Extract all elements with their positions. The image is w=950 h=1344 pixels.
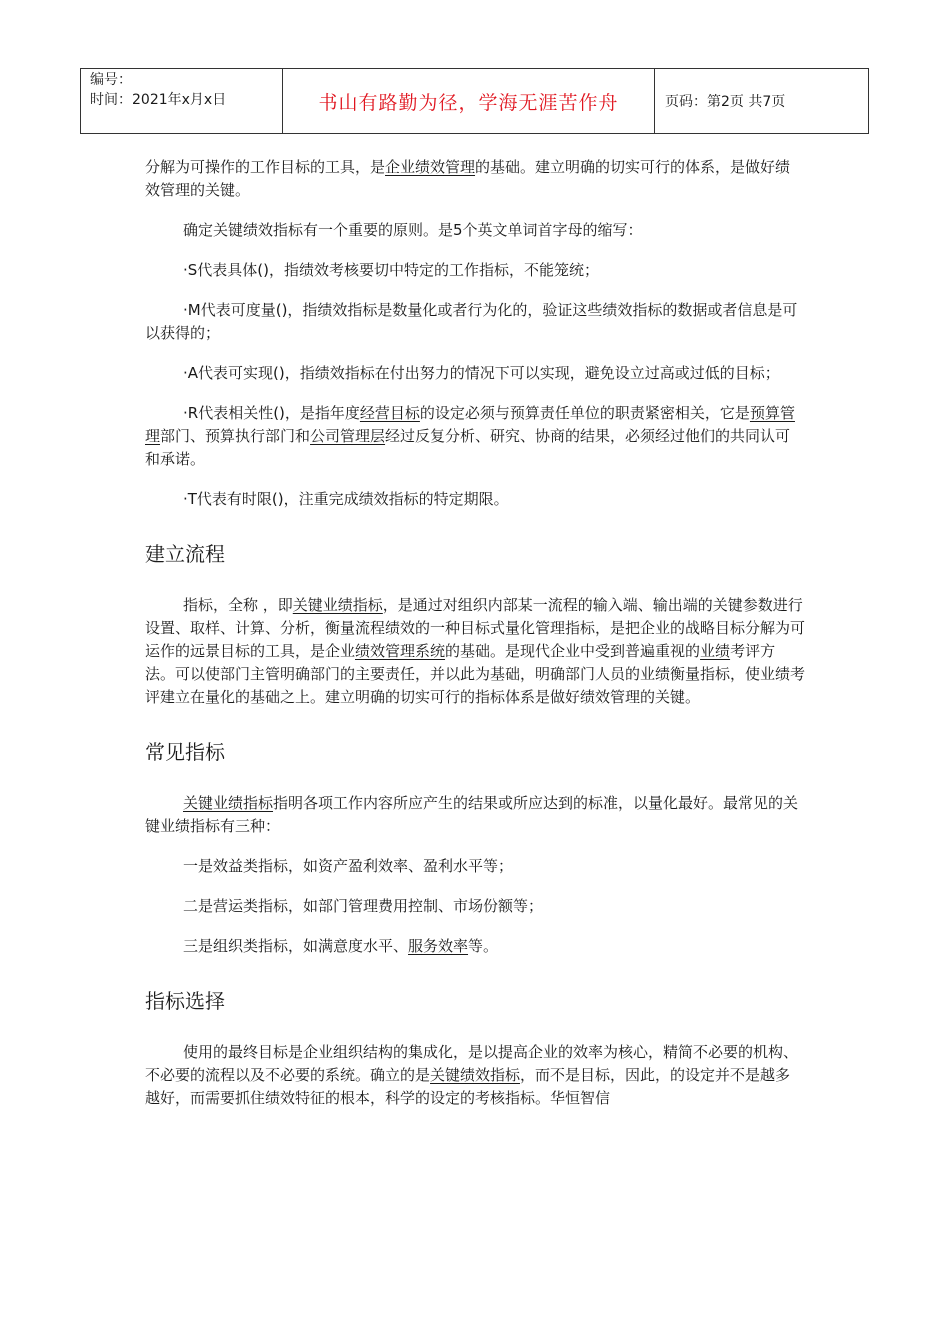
header-meta [81, 69, 283, 133]
text-run: 的设定必须与预算责任单位的职责紧密相关，它是 [419, 404, 750, 422]
paragraph: ·A代表可实现()，指绩效指标在付出努力的情况下可以实现，避免设立过高或过低的目标； [183, 364, 780, 382]
header-motto-cell [283, 69, 655, 133]
text-run: 的基础。是现代企业中受到普遍重视的 [445, 642, 701, 660]
page-number: 页码：第2页 共7页 [665, 94, 786, 110]
link-service-efficiency[interactable]: 服务效率 [408, 937, 469, 955]
text-run: 三是组织类指标，如满意度水平、 [183, 937, 409, 955]
text-run: 部门、预算执行部门和 [160, 427, 311, 445]
paragraph [145, 1041, 805, 1110]
section-heading-common: 常见指标 [145, 740, 225, 764]
text-run: 分解为可操作的工作目标的工具，是 [145, 158, 386, 176]
link-performance[interactable]: 业绩 [700, 642, 731, 660]
paragraph: ·M代表可度量()，指绩效指标是数量化或者行为化的，验证这些绩效指标的数据或者信息是可以获得的； [145, 301, 798, 342]
paragraph [145, 594, 805, 709]
link-enterprise-performance-management[interactable]: 企业绩效管理 [385, 158, 476, 176]
link-company-management[interactable]: 公司管理层 [310, 427, 386, 445]
document-body [145, 156, 805, 1127]
text-run: 指标，全称 ，即 [183, 596, 293, 614]
paragraph: 一是效益类指标，如资产盈利效率、盈利水平等； [183, 857, 514, 875]
text-run: 考评方法。可以使部门主管明确部门的主要责任，并以此为基础，明确部门人员的业绩衡量指标，使业绩考评建立在量化的基础之上。建立明确的切实可行的指标体系是做好绩效管理的关键。 [145, 642, 806, 706]
paragraph [145, 402, 805, 471]
link-performance-system[interactable]: 绩效管理系统 [355, 642, 446, 660]
header-motto: 书山有路勤为径，学海无涯苦作舟 [318, 91, 619, 114]
document-number: 编号： [90, 72, 132, 88]
paragraph: ·S代表具体()，指绩效考核要切中特定的工作指标，不能笼统； [183, 261, 599, 279]
text-run: 等。 [468, 937, 499, 955]
document-date: 时间：2021年x月x日 [90, 92, 227, 108]
link-kpi[interactable]: 关键绩效指标 [430, 1066, 521, 1084]
link-kpi[interactable]: 关键业绩指标 [292, 596, 383, 614]
document-header [80, 68, 869, 134]
paragraph [145, 156, 805, 202]
text-run: ，是通过对组织内部某一流程的输入端、输出端的关键参数进行设置、取样、计算、分析，衡量流程绩效的一种目标式量化管理指标，是把企业的战略目标分解为可运作的远景目标的工具，是企业 [145, 596, 806, 660]
paragraph: 确定关键绩效指标有一个重要的原则。是5个英文单词首字母的缩写： [183, 221, 643, 239]
text-run: 指明各项工作内容所应产生的结果或所应达到的标准，以量化最好。最常见的关键业绩指标有三种： [145, 794, 799, 835]
paragraph: ·T代表有时限()，注重完成绩效指标的特定期限。 [183, 490, 509, 508]
paragraph: 二是营运类指标，如部门管理费用控制、市场份额等； [183, 897, 544, 915]
text-run: ，而不是目标，因此，的设定并不是越多越好，而需要抓住绩效特征的根本，科学的设定的考核指标。华恒智信 [145, 1066, 791, 1107]
text-run: 经过反复分析、研究、协商的结果，必须经过他们的共同认可和承诺。 [145, 427, 791, 468]
paragraph [145, 792, 805, 838]
link-business-objectives[interactable]: 经营目标 [359, 404, 420, 422]
link-kpi[interactable]: 关键业绩指标 [183, 794, 274, 812]
text-run: 使用的最终目标是企业组织结构的集成化，是以提高企业的效率为核心，精简不必要的机构、不必要的流程以及不必要的系统。确立的是 [145, 1043, 799, 1084]
text-run: 的基础。建立明确的切实可行的体系，是做好绩效管理的关键。 [145, 158, 791, 199]
section-heading-selection: 指标选择 [145, 989, 225, 1013]
link-budget-management[interactable]: 预算管理 [145, 404, 795, 445]
paragraph [145, 935, 805, 958]
text-run: ·R代表相关性()，是指年度 [183, 404, 360, 422]
section-heading-process: 建立流程 [145, 542, 225, 566]
